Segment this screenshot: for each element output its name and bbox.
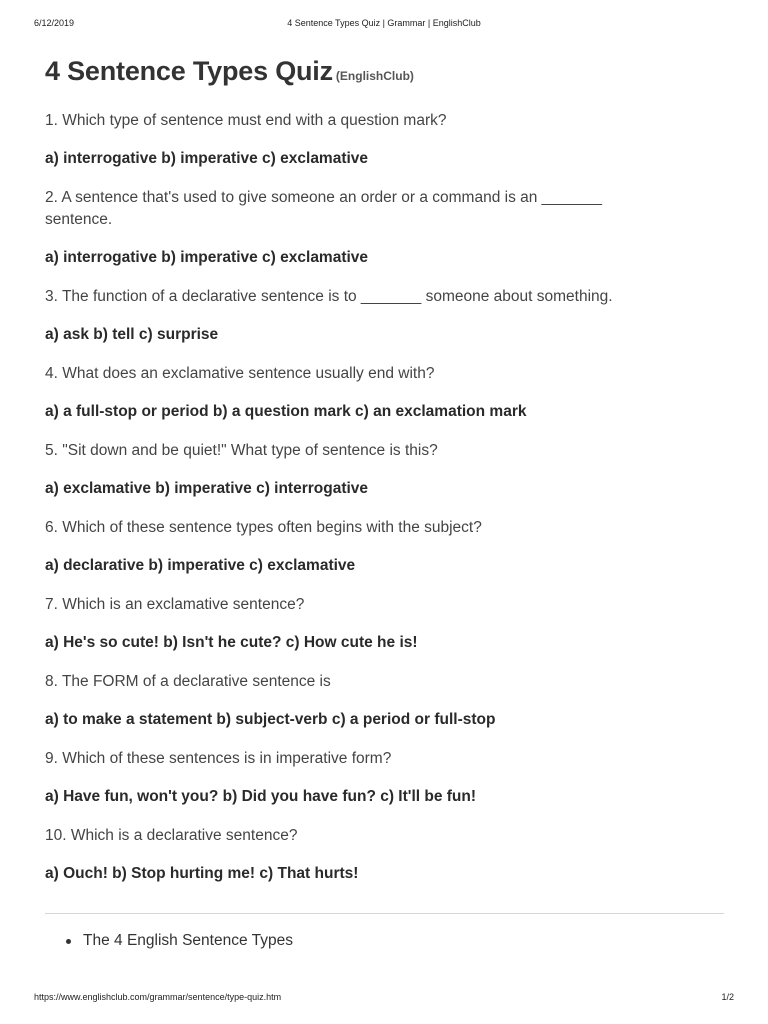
article-content bbox=[45, 56, 725, 902]
quiz-answers: a) ask b) tell c) surprise bbox=[45, 326, 219, 343]
quiz-question: 8. The FORM of a declarative sentence is bbox=[45, 673, 331, 690]
print-header bbox=[34, 18, 734, 32]
title-row bbox=[45, 56, 725, 96]
related-link-item[interactable] bbox=[66, 930, 293, 952]
quiz-question: 9. Which of these sentences is in imperative form? bbox=[45, 750, 392, 767]
quiz-item bbox=[45, 286, 725, 346]
print-doc-title: 4 Sentence Types Quiz | Grammar | EnglishClub bbox=[287, 18, 481, 28]
quiz-item bbox=[45, 363, 725, 423]
quiz-answers: a) to make a statement b) subject-verb c) a period or full-stop bbox=[45, 711, 496, 728]
title-source-note: (EnglishClub) bbox=[335, 69, 414, 83]
quiz-answers: a) He's so cute! b) Isn't he cute? c) How cute he is! bbox=[45, 634, 418, 651]
print-page-number: 1/2 bbox=[721, 992, 734, 1002]
quiz-question: 2. A sentence that's used to give someone an order or a command is an _______ sentence. bbox=[45, 189, 603, 228]
quiz-item bbox=[45, 110, 725, 170]
print-date: 6/12/2019 bbox=[34, 18, 75, 28]
quiz-answers: a) interrogative b) imperative c) exclamative bbox=[45, 150, 369, 167]
quiz-item bbox=[45, 594, 725, 654]
related-links-list bbox=[66, 930, 293, 952]
quiz-question: 10. Which is a declarative sentence? bbox=[45, 827, 298, 844]
quiz-item bbox=[45, 187, 725, 269]
quiz-answers: a) exclamative b) imperative c) interrogative bbox=[45, 480, 369, 497]
quiz-item bbox=[45, 671, 725, 731]
quiz-question: 3. The function of a declarative sentence is to _______ someone about something. bbox=[45, 288, 613, 305]
quiz-answers: a) Ouch! b) Stop hurting me! c) That hurts! bbox=[45, 865, 359, 882]
quiz-item bbox=[45, 825, 725, 885]
print-footer bbox=[34, 992, 734, 1006]
quiz-question: 1. Which type of sentence must end with a question mark? bbox=[45, 112, 447, 129]
quiz-item bbox=[45, 517, 725, 577]
quiz-answers: a) a full-stop or period b) a question mark c) an exclamation mark bbox=[45, 403, 527, 420]
print-url: https://www.englishclub.com/grammar/sentence/type-quiz.htm bbox=[34, 992, 282, 1002]
quiz-answers: a) declarative b) imperative c) exclamative bbox=[45, 557, 356, 574]
quiz-list bbox=[45, 110, 725, 885]
quiz-question: 4. What does an exclamative sentence usually end with? bbox=[45, 365, 435, 382]
related-link-sentence-types[interactable]: The 4 English Sentence Types bbox=[83, 932, 293, 949]
bullet-icon bbox=[66, 939, 71, 944]
quiz-answers: a) interrogative b) imperative c) exclamative bbox=[45, 249, 369, 266]
page-title: 4 Sentence Types Quiz bbox=[45, 56, 333, 86]
quiz-item bbox=[45, 440, 725, 500]
content-divider bbox=[45, 913, 724, 914]
quiz-question: 7. Which is an exclamative sentence? bbox=[45, 596, 305, 613]
quiz-question: 6. Which of these sentence types often begins with the subject? bbox=[45, 519, 482, 536]
quiz-item bbox=[45, 748, 725, 808]
quiz-question: 5. "Sit down and be quiet!" What type of sentence is this? bbox=[45, 442, 438, 459]
quiz-answers: a) Have fun, won't you? b) Did you have fun? c) It'll be fun! bbox=[45, 788, 477, 805]
